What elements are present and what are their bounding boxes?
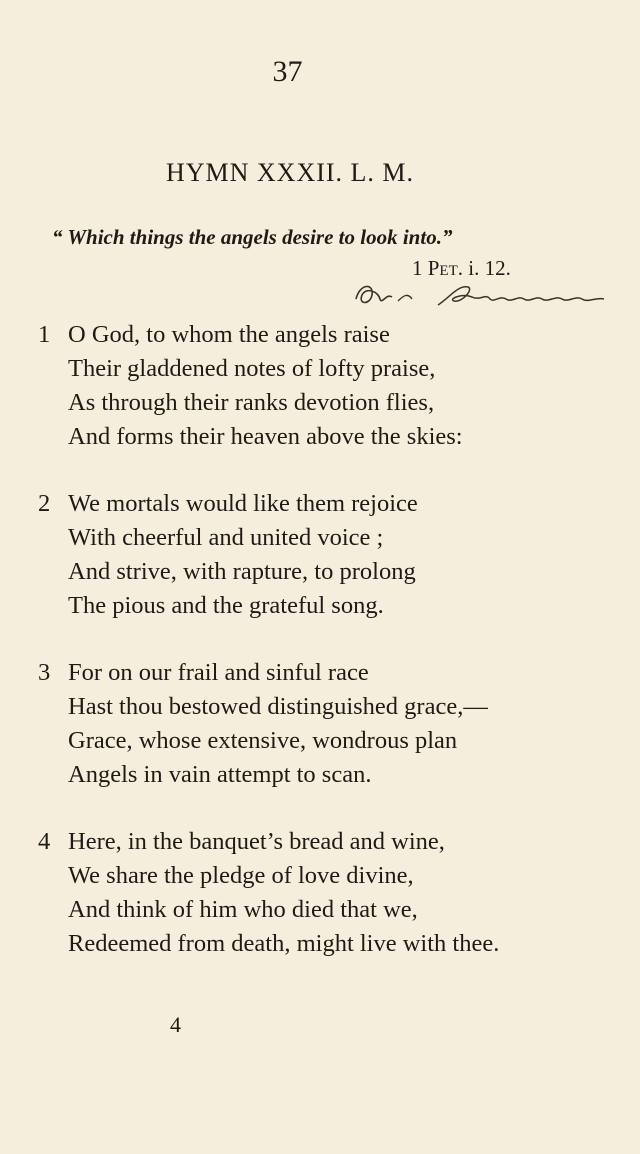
handwritten-signature: [350, 275, 610, 315]
hymn-title: HYMN XXXII. L. M.: [165, 158, 415, 187]
epigraph-text: Which things the angels desire to look into.: [67, 225, 442, 249]
page-number: 37: [272, 55, 303, 88]
epigraph-open-quote: “: [52, 225, 63, 249]
signature-mark: 4: [170, 1012, 181, 1037]
epigraph-close-quote: ”: [441, 225, 453, 249]
epigraph: [52, 225, 452, 250]
stanza-number: 3: [38, 659, 51, 686]
stanza-number: 4: [38, 828, 51, 855]
reference-chapter-verse: i. 12.: [468, 256, 511, 280]
reference-number: 1: [412, 256, 423, 280]
book-page: 37 HYMN XXXII. L. M. “ Which things the angels desire to look into.” 1 Pet. i. 12. 1 O God, to whom the angels raise Their gladdened notes of lofty praise, As through their ranks devotion flies, And forms their heaven above the skies: 2 We mortals would like them rejoice With cheerful and united voice ; And strive, with rapture, to prolong The pious and the grateful song. 3 For on our frail and sinful race Hast thou bestowed distinguished grace,— Grace, whose extensive, wondrous plan Angels in vain attempt to scan. 4 Here, in the banquet’s bread and wine, We share the pledge of love divine, And think of him who died that we, Redeemed from death, might live with thee. 4: [0, 0, 640, 1154]
stanza-number: 1: [38, 321, 51, 348]
stanza-number: 2: [38, 490, 51, 517]
reference-book: Pet.: [427, 256, 464, 280]
